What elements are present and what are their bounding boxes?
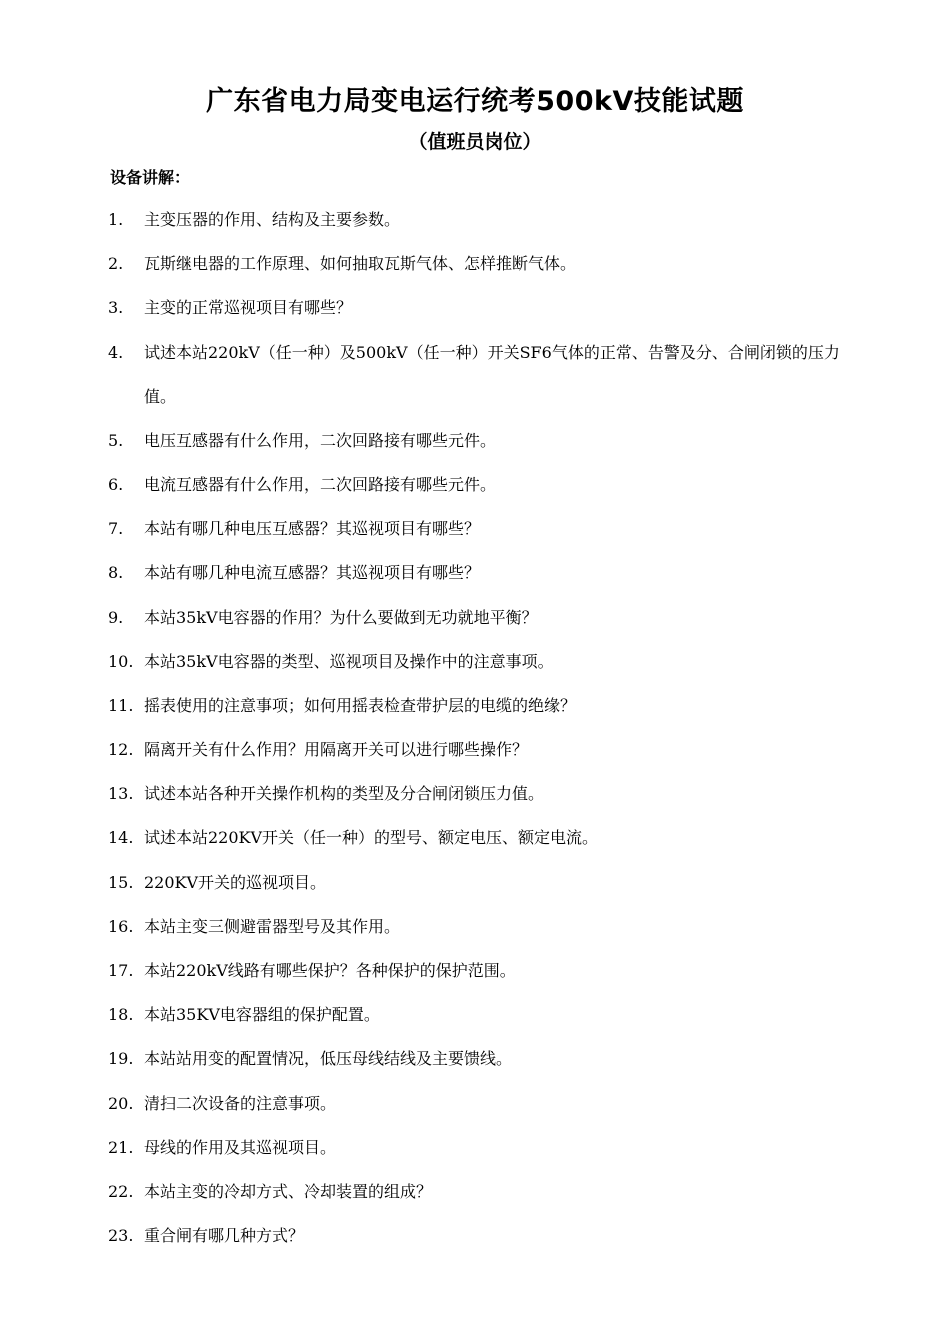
question-text: 电流互感器有什么作用，二次回路接有哪些元件。 xyxy=(144,474,497,494)
question-text: 本站站用变的配置情况，低压母线结线及主要馈线。 xyxy=(144,1049,513,1069)
question-number: 17. xyxy=(108,961,134,980)
question-text: 本站主变三侧避雷器型号及其作用。 xyxy=(144,916,401,936)
question-item xyxy=(108,696,868,716)
question-number: 9. xyxy=(108,607,124,627)
section-heading: 设备讲解： xyxy=(110,168,191,187)
question-number: 12. xyxy=(108,740,134,760)
question-number: 2. xyxy=(108,254,124,274)
question-item xyxy=(108,740,868,760)
question-item xyxy=(108,431,868,451)
question-number: 8. xyxy=(108,563,124,583)
question-item xyxy=(108,961,868,981)
question-number: 21. xyxy=(108,1137,134,1157)
question-number: 15. xyxy=(108,872,134,892)
question-item xyxy=(108,1049,868,1069)
question-number: 3. xyxy=(108,298,124,318)
question-number: 18. xyxy=(108,1005,134,1025)
question-text: 试述本站220kV（任一种）及500kV（任一种）开关SF6气体的正常、告警及分、合闸闭锁的压力值。 xyxy=(144,342,840,406)
question-item xyxy=(108,1005,868,1025)
question-number: 10. xyxy=(108,651,134,671)
question-number: 6. xyxy=(108,474,124,494)
question-text: 母线的作用及其巡视项目。 xyxy=(144,1137,337,1157)
question-item xyxy=(108,1226,868,1246)
question-number: 16. xyxy=(108,916,134,936)
question-text: 主变的正常巡视项目有哪些？ xyxy=(144,298,353,318)
question-number: 11. xyxy=(108,695,134,715)
question-text: 本站主变的冷却方式、冷却装置的组成？ xyxy=(144,1181,433,1201)
question-text: 本站35KV电容器组的保护配置。 xyxy=(144,1005,380,1025)
question-text: 清扫二次设备的注意事项。 xyxy=(144,1093,337,1113)
question-item xyxy=(108,1182,868,1202)
question-item xyxy=(108,563,868,583)
question-item xyxy=(108,210,868,230)
question-number: 4. xyxy=(108,342,124,362)
question-number: 19. xyxy=(108,1049,134,1069)
question-item xyxy=(108,298,868,318)
question-item xyxy=(108,828,868,848)
question-item xyxy=(108,784,868,804)
question-item xyxy=(108,608,868,628)
question-text: 主变压器的作用、结构及主要参数。 xyxy=(144,210,401,229)
question-text: 本站35kV电容器的作用？为什么要做到无功就地平衡？ xyxy=(144,607,538,627)
question-number: 14. xyxy=(108,828,134,848)
question-list xyxy=(108,210,868,1270)
question-text: 电压互感器有什么作用，二次回路接有哪些元件。 xyxy=(144,430,497,450)
question-number: 7. xyxy=(108,519,124,539)
question-text: 本站有哪几种电流互感器？其巡视项目有哪些？ xyxy=(144,563,481,583)
question-item xyxy=(108,1138,868,1158)
question-text: 摇表使用的注意事项；如何用摇表检查带护层的电缆的绝缘？ xyxy=(144,695,577,715)
question-number: 1. xyxy=(108,210,124,229)
question-number: 13. xyxy=(108,784,134,804)
question-item xyxy=(108,652,868,672)
question-item xyxy=(108,254,868,274)
question-number: 5. xyxy=(108,430,124,450)
question-item xyxy=(108,917,868,937)
question-text: 220KV开关的巡视项目。 xyxy=(144,872,327,892)
page-title: 广东省电力局变电运行统考500kV技能试题 xyxy=(206,86,744,117)
question-text: 重合闸有哪几种方式？ xyxy=(144,1226,305,1246)
question-text: 试述本站220KV开关（任一种）的型号、额定电压、额定电流。 xyxy=(144,828,599,848)
question-text: 本站220kV线路有哪些保护？各种保护的保护范围。 xyxy=(144,961,516,980)
page-subtitle: （值班员岗位） xyxy=(408,131,542,153)
question-number: 22. xyxy=(108,1181,134,1201)
question-text: 本站35kV电容器的类型、巡视项目及操作中的注意事项。 xyxy=(144,651,554,671)
question-text: 隔离开关有什么作用？用隔离开关可以进行哪些操作？ xyxy=(144,740,529,760)
question-item xyxy=(108,519,868,539)
question-text: 本站有哪几种电压互感器？其巡视项目有哪些？ xyxy=(144,519,481,539)
question-number: 23. xyxy=(108,1226,134,1246)
question-item xyxy=(108,1094,868,1114)
question-text: 瓦斯继电器的工作原理、如何抽取瓦斯气体、怎样推断气体。 xyxy=(144,254,577,274)
question-item xyxy=(108,475,868,495)
question-text: 试述本站各种开关操作机构的类型及分合闸闭锁压力值。 xyxy=(144,784,545,804)
question-number: 20. xyxy=(108,1093,134,1113)
question-item xyxy=(108,343,868,419)
question-item xyxy=(108,873,868,893)
